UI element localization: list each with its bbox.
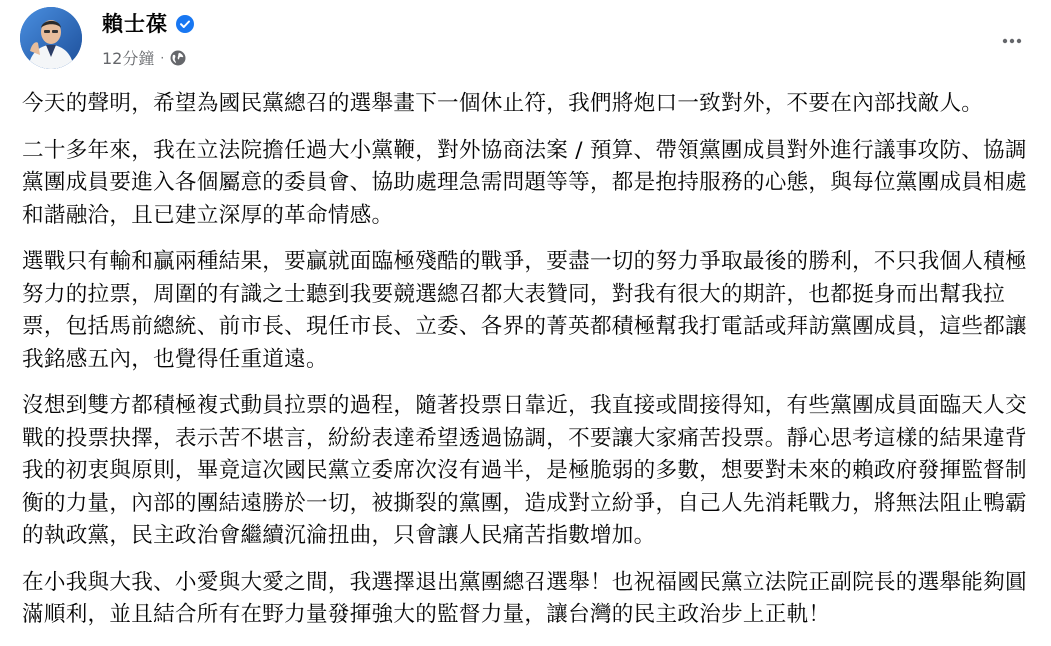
author-name[interactable]: 賴士葆 — [102, 12, 168, 36]
post-paragraph: 選戰只有輸和贏兩種結果，要贏就面臨極殘酷的戰爭，要盡一切的努力爭取最後的勝利，不只我個人積極努力的拉票，周圍的有識之士聽到我要競選總召都大表贊同，對我有很大的期許，也都挺身而出幫我拉票，包括馬前總統、前市長、現任市長、立委、各界的菁英都積極幫我打電話或拜訪黨團成員，這些都讓我銘感五內，也覺得任重道遠。 — [22, 249, 1027, 372]
post-header — [20, 7, 1030, 71]
avatar-image — [20, 7, 82, 69]
post-meta — [102, 46, 186, 69]
meta-separator: · — [160, 50, 165, 65]
more-options-icon — [1001, 30, 1023, 52]
globe-icon[interactable] — [170, 50, 186, 66]
post-body — [22, 88, 1027, 646]
post-paragraph: 在小我與大我、小愛與大愛之間，我選擇退出黨團總召選舉！也祝福國民黨立法院正副院長的選舉能夠圓滿順利，並且結合所有在野力量發揮強大的監督力量，讓台灣的民主政治步上正軌！ — [22, 569, 1027, 627]
post-paragraph: 沒想到雙方都積極複式動員拉票的過程，隨著投票日靠近，我直接或間接得知，有些黨團成員面臨天人交戰的投票抉擇，表示苦不堪言，紛紛表達希望透過協調，不要讓大家痛苦投票。靜心思考這樣的結果違背我的初衷與原則，畢竟這次國民黨立委席次沒有過半，是極脆弱的多數，想要對未來的賴政府發揮監督制衡的力量，內部的團結遠勝於一切，被撕裂的黨團，造成對立紛爭，自己人先消耗戰力，將無法阻止鴨霸的執政黨，民主政治會繼續沉淪扭曲，只會讓人民痛苦指數增加。 — [22, 393, 1027, 548]
avatar[interactable] — [20, 7, 82, 69]
post-timestamp[interactable]: 12分鐘 — [102, 49, 155, 68]
verified-badge-icon — [176, 15, 194, 33]
more-options-button[interactable] — [994, 23, 1030, 59]
post-paragraph: 二十多年來，我在立法院擔任過大小黨鞭，對外協商法案 / 預算、帶領黨團成員對外進行議事攻防、協調黨團成員要進入各個屬意的委員會、協助處理急需問題等等，都是抱持服務的心態，與每位黨團成員相處和諧融洽，且已建立深厚的革命情感。 — [22, 137, 1027, 228]
post-paragraph: 今天的聲明，希望為國民黨總召的選舉畫下一個休止符，我們將炮口一致對外，不要在內部找敵人。 — [22, 91, 984, 116]
author-row — [102, 10, 194, 38]
